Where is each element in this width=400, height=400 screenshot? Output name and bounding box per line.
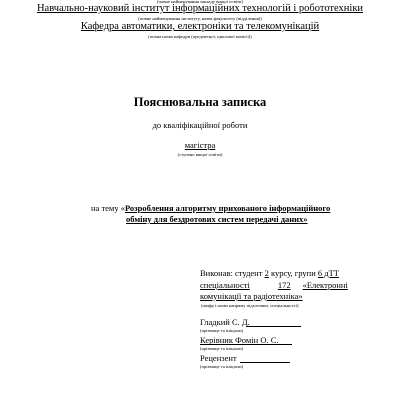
topic-text-1: Розроблення алгоритму прихованого інформаційного <box>124 203 331 213</box>
student-name: Гладкий С. Д. <box>200 317 250 327</box>
degree-note: (ступень вищої освіти) <box>177 152 223 157</box>
group-label: курсу, групи <box>268 268 318 278</box>
institute-note: (повне найменування інституту, назва факультету (відділення)) <box>138 16 262 21</box>
student-note: (прізвище та ініціали) <box>200 328 244 333</box>
institute-name: Навчально-науковий інститут інформаційних технологій і робототехніки <box>36 3 364 14</box>
document-title: Пояснювальна записка <box>133 95 267 109</box>
reviewer-label: Рецензент <box>200 353 237 363</box>
student-signature-line <box>246 326 301 327</box>
specialty-name-1: «Електронні <box>302 280 348 290</box>
course-value: 2 <box>264 268 269 278</box>
specialty-code: 172 <box>277 280 291 290</box>
group-value: 6 дТТ <box>317 268 339 278</box>
reviewer-note: (прізвище та ініціали) <box>200 364 244 369</box>
executor-label: Виконав: студент <box>200 268 265 278</box>
executor-line <box>200 268 339 278</box>
supervisor-label: Керівник Фомін О. С. <box>200 335 279 345</box>
reviewer-signature-line <box>240 362 290 363</box>
university-note: (повне найменування закладу вищої освіти) <box>156 0 244 4</box>
document-subtitle: до кваліфікаційної роботи <box>152 120 248 130</box>
specialty-line <box>200 280 348 290</box>
department-note: (повна назва кафедри (предметної, циклової комісії)) <box>148 34 252 39</box>
degree: магістра <box>184 140 216 150</box>
topic-line-2: обміну для бездротових систем передачі даних» <box>126 214 308 224</box>
specialty-note: (шифр і назва напряму підготовки, спеціальності) <box>201 303 299 308</box>
supervisor-signature-line <box>200 344 292 345</box>
specialty-name-2: комунікації та радіотехніка» <box>200 291 303 301</box>
department-name: Кафедра автоматики, електроніки та телекомунікацій <box>80 21 320 32</box>
supervisor-note: (прізвище та ініціали) <box>200 346 244 351</box>
topic-line-1 <box>91 203 330 213</box>
topic-prefix: на тему « <box>91 203 125 213</box>
specialty-label: спеціальності <box>200 280 250 290</box>
